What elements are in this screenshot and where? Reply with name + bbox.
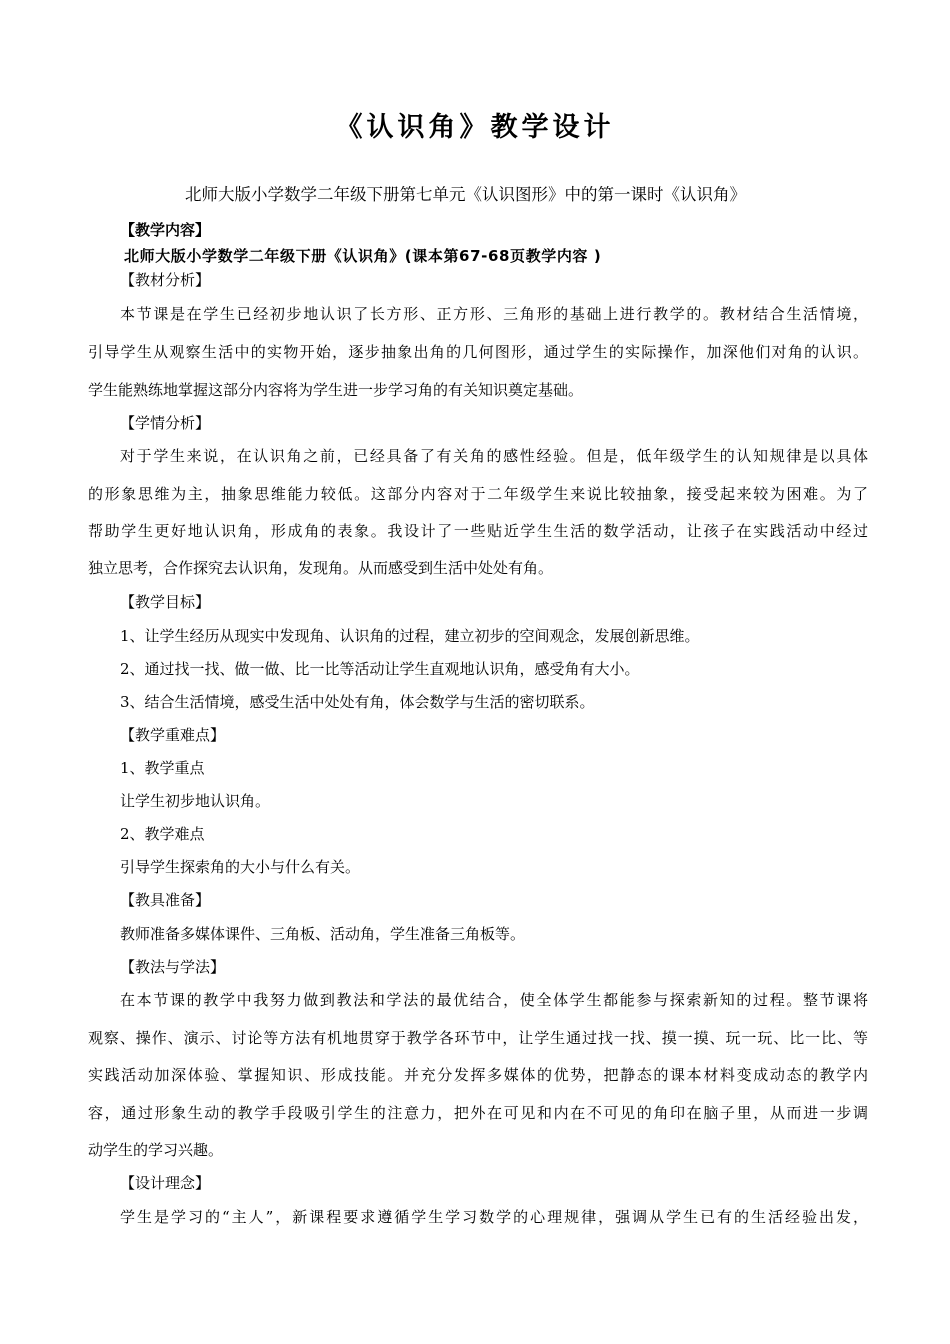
method-line-2: 观察、操作、演示、讨论等方法有机地贯穿于教学各环节中，让学生通过找一找、摸一摸、玩一玩、比一比、等 [88, 1029, 868, 1047]
method-line-5: 动学生的学习兴趣。 [88, 1141, 224, 1159]
tools-text: 教师准备多媒体课件、三角板、活动角，学生准备三角板等。 [120, 925, 526, 943]
material-line-1: 本节课是在学生已经初步地认识了长方形、正方形、三角形的基础上进行教学的。教材结合生活情境， [120, 305, 868, 323]
key-heading: 【教学重难点】 [120, 726, 226, 744]
key-point-label: 1、教学重点 [120, 759, 205, 777]
difficult-text: 引导学生探索角的大小与什么有关。 [120, 858, 361, 876]
goal-3: 3、结合生活情境，感受生活中处处有角，体会数学与生活的密切联系。 [120, 693, 595, 711]
design-heading: 【设计理念】 [120, 1174, 211, 1192]
student-heading: 【学情分析】 [120, 414, 211, 432]
content-text: 北师大版小学数学二年级下册《认识角》(课本第67-68页教学内容 ) [124, 247, 602, 265]
goals-heading: 【教学目标】 [120, 593, 211, 611]
difficult-label: 2、教学难点 [120, 825, 205, 843]
design-line-1: 学生是学习的“主人”，新课程要求遵循学生学习数学的心理规律，强调从学生已有的生活经验出发， [120, 1208, 868, 1226]
method-heading: 【教法与学法】 [120, 958, 226, 976]
document-subtitle: 北师大版小学数学二年级下册第七单元《认识图形》中的第一课时《认识角》 [185, 185, 746, 204]
method-line-1: 在本节课的教学中我努力做到教法和学法的最优结合，使全体学生都能参与探索新知的过程。整节课将 [120, 991, 868, 1009]
content-heading: 【教学内容】 [120, 221, 211, 239]
goal-1: 1、让学生经历从现实中发现角、认识角的过程，建立初步的空间观念，发展创新思维。 [120, 627, 700, 645]
method-line-3: 实践活动加深体验、掌握知识、形成技能。并充分发挥多媒体的优势，把静态的课本材料变成动态的教学内 [88, 1066, 868, 1084]
material-line-3: 学生能熟练地掌握这部分内容将为学生进一步学习角的有关知识奠定基础。 [88, 381, 584, 399]
student-line-2: 的形象思维为主，抽象思维能力较低。这部分内容对于二年级学生来说比较抽象，接受起来较为困难。为了 [88, 485, 868, 503]
student-line-3: 帮助学生更好地认识角，形成角的表象。我设计了一些贴近学生生活的数学活动，让孩子在实践活动中经过 [88, 522, 868, 540]
goal-2: 2、通过找一找、做一做、比一比等活动让学生直观地认识角，感受角有大小。 [120, 660, 640, 678]
material-line-2: 引导学生从观察生活中的实物开始，逐步抽象出角的几何图形，通过学生的实际操作，加深他们对角的认识。 [88, 343, 868, 361]
student-line-4: 独立思考，合作探究去认识角，发现角。从而感受到生活中处处有角。 [88, 559, 554, 577]
key-point-text: 让学生初步地认识角。 [120, 792, 271, 810]
material-heading: 【教材分析】 [120, 271, 211, 289]
tools-heading: 【教具准备】 [120, 891, 211, 909]
method-line-4: 容，通过形象生动的教学手段吸引学生的注意力，把外在可见和内在不可见的角印在脑子里，从而进一步调 [88, 1104, 868, 1122]
student-line-1: 对于学生来说，在认识角之前，已经具备了有关角的感性经验。但是，低年级学生的认知规律是以具体 [120, 447, 868, 465]
document-title: 《认识角》教学设计 [335, 112, 615, 143]
